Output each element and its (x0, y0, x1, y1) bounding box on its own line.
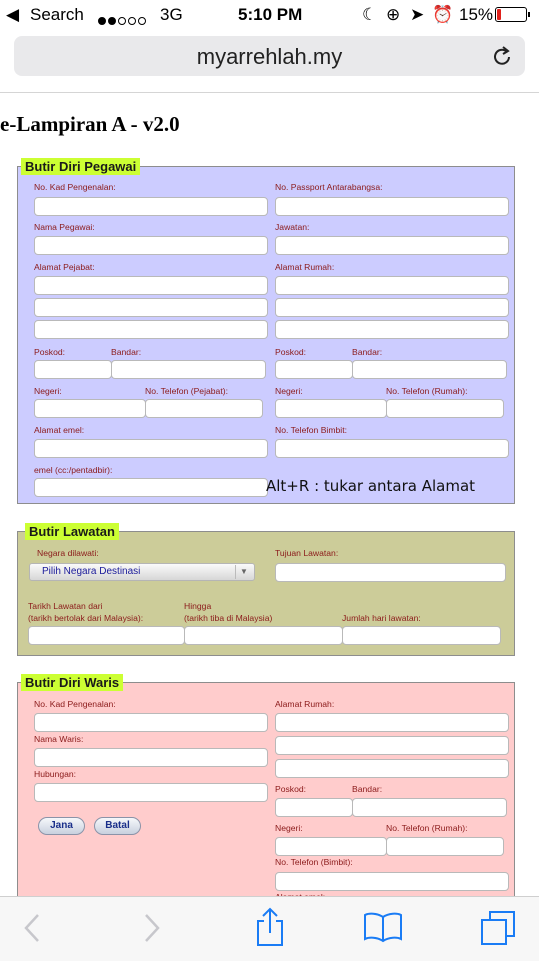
pegawai-alamat-rumah-label: Alamat Rumah: (275, 262, 335, 272)
pegawai-nama-label: Nama Pegawai: (34, 222, 95, 232)
lawatan-tujuan-input[interactable] (275, 563, 506, 582)
pegawai-bandar-rumah-input[interactable] (352, 360, 507, 379)
pegawai-passport-label: No. Passport Antarabangsa: (275, 182, 383, 192)
waris-poskod-input[interactable] (275, 798, 353, 817)
header-divider (0, 92, 539, 93)
pegawai-nama-input[interactable] (34, 236, 268, 255)
pegawai-kad-label: No. Kad Pengenalan: (34, 182, 116, 192)
bookmarks-icon[interactable] (363, 911, 403, 943)
pegawai-negeri-rumah-input[interactable] (275, 399, 387, 418)
tarikh-dari-sublabel: (tarikh bertolak dari Malaysia): (28, 613, 144, 623)
pegawai-alamat-rumah-3[interactable] (275, 320, 509, 339)
negara-select-value: Pilih Negara Destinasi (42, 566, 141, 577)
waris-nama-label: Nama Waris: (34, 734, 84, 744)
waris-alamat-3[interactable] (275, 759, 509, 778)
orientation-lock-icon: ⊕ (386, 5, 401, 24)
pegawai-poskod-pejabat-input[interactable] (34, 360, 112, 379)
batal-button[interactable]: Batal (94, 817, 141, 835)
pegawai-poskod-rumah-input[interactable] (275, 360, 353, 379)
waris-negeri-input[interactable] (275, 837, 387, 856)
pegawai-alamat-pejabat-1[interactable] (34, 276, 268, 295)
waris-alamat-1[interactable] (275, 713, 509, 732)
pegawai-alamat-pejabat-2[interactable] (34, 298, 268, 317)
pegawai-bandar-label: Bandar: (111, 347, 142, 357)
waris-tel-rumah-input[interactable] (386, 837, 504, 856)
pegawai-bandar-pejabat-input[interactable] (111, 360, 266, 379)
battery-icon (495, 7, 527, 22)
waris-bandar-input[interactable] (352, 798, 507, 817)
browser-toolbar (0, 896, 539, 961)
pegawai-legend: Butir Diri Pegawai (21, 158, 140, 175)
waris-hubungan-label: Hubungan: (34, 769, 77, 779)
url-text: myarrehlah.my (196, 44, 343, 69)
chevron-down-icon: ▼ (235, 565, 252, 579)
lawatan-negara-label: Negara dilawati: (37, 548, 99, 558)
hingga-label: Hingga (184, 601, 212, 611)
hingga-input[interactable] (184, 626, 343, 645)
waris-tel-rumah-label: No. Telefon (Rumah): (386, 823, 468, 833)
waris-kad-input[interactable] (34, 713, 268, 732)
pegawai-poskod-label: Poskod: (34, 347, 66, 357)
waris-negeri-label: Negeri: (275, 823, 303, 833)
pegawai-tel-pejabat-input[interactable] (145, 399, 263, 418)
waris-tel-bimbit-label: No. Telefon (Bimbit): (275, 857, 353, 867)
pegawai-poskod-rumah-label: Poskod: (275, 347, 307, 357)
pegawai-jawatan-input[interactable] (275, 236, 509, 255)
pegawai-emel-input[interactable] (34, 439, 268, 458)
negara-select[interactable] (29, 563, 255, 581)
pegawai-jawatan-label: Jawatan: (275, 222, 310, 232)
waris-legend: Butir Diri Waris (21, 674, 123, 691)
signal-strength-icon (98, 10, 148, 30)
hingga-sublabel: (tarikh tiba di Malaysia) (184, 613, 273, 623)
back-icon[interactable] (22, 913, 42, 943)
pegawai-emel-label: Alamat emel: (34, 425, 85, 435)
pegawai-negeri-pejabat-input[interactable] (34, 399, 146, 418)
pegawai-tel-rumah-label: No. Telefon (Rumah): (386, 386, 468, 396)
reload-icon[interactable] (493, 45, 513, 67)
status-bar (0, 0, 539, 30)
jumlah-hari-label: Jumlah hari lawatan: (342, 613, 421, 623)
pegawai-emel-cc-label: emel (cc:/pentadbir): (34, 465, 113, 475)
pegawai-tel-pejabat-label: No. Telefon (Pejabat): (145, 386, 228, 396)
pegawai-negeri-label: Negeri: (34, 386, 62, 396)
forward-icon[interactable] (142, 913, 162, 943)
pegawai-alamat-rumah-2[interactable] (275, 298, 509, 317)
waris-nama-input[interactable] (34, 748, 268, 767)
waris-hubungan-input[interactable] (34, 783, 268, 802)
location-icon: ➤ (410, 5, 425, 24)
address-toggle-hint: Alt+R : tukar antara Alamat (266, 477, 476, 495)
pegawai-kad-input[interactable] (34, 197, 268, 216)
address-bar[interactable] (14, 36, 525, 76)
battery-percent-label: 15% (459, 5, 494, 24)
lawatan-tujuan-label: Tujuan Lawatan: (275, 548, 339, 558)
lawatan-legend: Butir Lawatan (25, 523, 119, 540)
tarikh-dari-input[interactable] (28, 626, 185, 645)
pegawai-alamat-pejabat-label: Alamat Pejabat: (34, 262, 95, 272)
pegawai-tel-bimbit-label: No. Telefon Bimbit: (275, 425, 347, 435)
pegawai-tel-rumah-input[interactable] (386, 399, 504, 418)
page-title: e-Lampiran A - v2.0 (0, 112, 180, 136)
alarm-icon: ⏰ (432, 5, 454, 24)
tabs-icon[interactable] (480, 910, 518, 946)
waris-tel-bimbit-input[interactable] (275, 872, 509, 891)
waris-kad-label: No. Kad Pengenalan: (34, 699, 116, 709)
network-label: 3G (160, 5, 183, 24)
jana-button[interactable]: Jana (38, 817, 85, 835)
pegawai-alamat-pejabat-3[interactable] (34, 320, 268, 339)
moon-icon: ☾ (362, 5, 378, 24)
pegawai-passport-input[interactable] (275, 197, 509, 216)
tarikh-dari-label: Tarikh Lawatan dari (28, 601, 103, 611)
pegawai-bandar-rumah-label: Bandar: (352, 347, 383, 357)
battery-tip (528, 12, 530, 17)
carrier-label: Search (30, 5, 84, 24)
jumlah-hari-input[interactable] (342, 626, 501, 645)
pegawai-alamat-rumah-1[interactable] (275, 276, 509, 295)
pegawai-tel-bimbit-input[interactable] (275, 439, 509, 458)
waris-alamat-2[interactable] (275, 736, 509, 755)
waris-alamat-label: Alamat Rumah: (275, 699, 335, 709)
time-label: 5:10 PM (238, 5, 303, 24)
search-back-icon[interactable]: ◀ (6, 5, 20, 24)
pegawai-emel-cc-input[interactable] (34, 478, 268, 497)
pegawai-negeri-rumah-label: Negeri: (275, 386, 303, 396)
share-icon[interactable] (254, 907, 286, 947)
waris-bandar-label: Bandar: (352, 784, 383, 794)
waris-poskod-label: Poskod: (275, 784, 307, 794)
